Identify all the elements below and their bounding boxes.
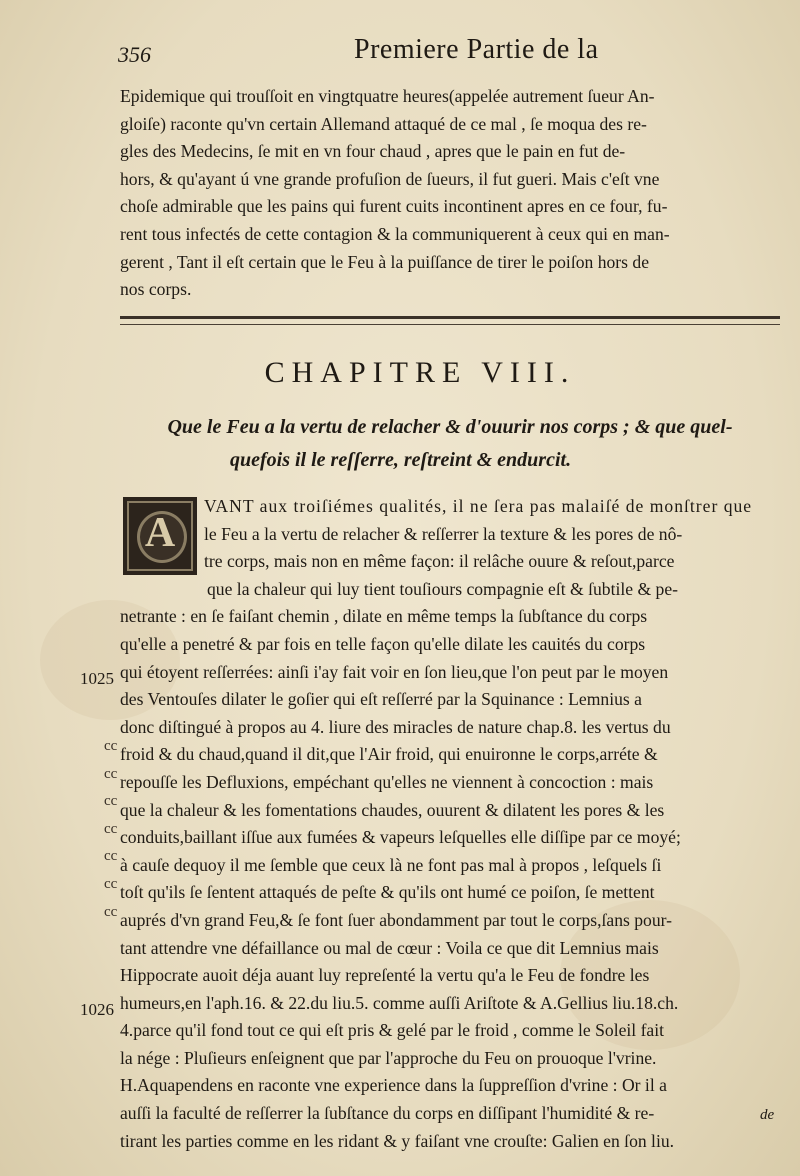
text-line: rent tous infectés de cette contagion & la communiquerent à ceux qui en man- [120, 223, 670, 244]
quote-mark: cc [104, 738, 118, 754]
body-paragraph [120, 493, 792, 1155]
text-line: repouſſe les Defluxions, empéchant qu'elles ne viennent à concoction : mais [120, 771, 654, 792]
running-title: Premiere Partie de la [354, 34, 599, 65]
chapter-subtitle [120, 411, 780, 477]
text-line: auprés d'vn grand Feu,& ſe font ſuer abondamment par tout le corps,ſans pour- [120, 909, 672, 930]
quote-mark: cc [104, 904, 118, 920]
quote-mark: cc [104, 793, 118, 809]
text-line: donc diſtingué à propos au 4. liure des miracles de nature chap.8. les vertus du [120, 716, 671, 737]
section-divider [120, 316, 780, 319]
catchword: de [760, 1107, 775, 1123]
quote-mark: cc [104, 876, 118, 892]
text-line: humeurs,en l'aph.16. & 22.du liu.5. comme auſſi Ariſtote & A.Gellius liu.18.ch. [120, 992, 679, 1013]
text-line: qui étoyent reſſerrées: ainſi i'ay fait voir en ſon lieu,que l'on peut par le moyen [120, 661, 669, 682]
text-line: le Feu a la vertu de relacher & reſſerrer la texture & les pores de nô- [204, 523, 683, 544]
quote-mark: cc [104, 766, 118, 782]
text-line: conduits,baillant iſſue aux fumées & vapeurs leſquelles elle diſſipe par ce moyé; [120, 827, 681, 848]
text-line: des Ventouſes dilater le goſier qui eſt reſſerré par la Squinance : Lemnius a [120, 689, 642, 710]
text-line: auſſi la faculté de reſſerrer la ſubſtance du corps en diſſipant l'humidité & re- [120, 1103, 655, 1124]
text-line: Epidemique qui trouſſoit en vingtquatre heures(appelée autrement ſueur An- [120, 86, 655, 106]
page-number: 356 [118, 42, 151, 67]
text-line: netrante : en ſe faiſant chemin , dilate en même temps la ſubſtance du corps [120, 606, 648, 627]
text-line: nos corps. [120, 279, 192, 300]
quote-mark: cc [104, 848, 118, 864]
text-line: gloiſe) raconte qu'vn certain Allemand attaqué de ce mal , ſe moqua des re- [120, 113, 647, 134]
text-line: Hippocrate auoit déja auant luy repreſenté la vertu qu'a le Feu de fondre les [120, 965, 650, 986]
initial-letter: A [144, 510, 176, 556]
text-line: à cauſe dequoy il me ſemble que ceux là ne font pas mal à propos , leſquels ſi [120, 854, 662, 875]
text-line: gerent , Tant il eſt certain que le Feu à la puiſſance de tirer le poiſon hors de [120, 251, 649, 272]
text-line: la nége : Pluſieurs enſeignent que par l'approche du Feu on prouoque l'vrine. [120, 1047, 657, 1068]
text-line: hors, & qu'ayant ú vne grande profuſion de ſueurs, il fut gueri. Mais c'eſt vne [120, 168, 660, 189]
margin-line-number: 1026 [80, 1000, 114, 1019]
text-line: gles des Medecins, ſe mit en vn four chaud , apres que le pain en fut de- [120, 141, 626, 162]
text-line: VANT aux troiſiémes qualités, il ne ſera pas malaiſé de monſtrer que [204, 496, 753, 516]
text-line: toſt qu'ils ſe ſentent attaqués de peſte & qu'ils ont humé ce poiſon, ſe mettent [120, 882, 655, 903]
text-line: H.Aquapendens en raconte vne experience dans la ſuppreſſion d'vrine : Or il a [120, 1075, 667, 1096]
text-line: 4.parce qu'il fond tout ce qui eſt pris & gelé par le froid , comme le Soleil fait [120, 1020, 665, 1041]
subtitle-line: Que le Feu a la vertu de relacher & d'ouurir nos corps ; & que quel- [167, 416, 733, 438]
section-divider [120, 324, 780, 325]
text-line: qu'elle a penetré & par fois en telle façon qu'elle dilate les cauités du corps [120, 633, 646, 654]
text-line: froid & du chaud,quand il dit,que l'Air froid, qui enuironne le corps,arréte & [120, 744, 658, 765]
text-line: choſe admirable que les pains qui furent cuits incontinent apres en ce four, fu- [120, 196, 668, 217]
quote-mark: cc [104, 821, 118, 837]
page-header [118, 34, 778, 74]
margin-line-number: 1025 [80, 669, 114, 688]
text-line: tre corps, mais non en même façon: il relâche ouure & reſout,parce [204, 551, 675, 572]
top-paragraph [120, 83, 792, 304]
text-line: tirant les parties comme en les ridant & y faiſant vne crouſte: Galien en ſon liu. [120, 1130, 675, 1151]
subtitle-line: quefois il le reſſerre, reſtreint & endurcit. [230, 449, 572, 471]
text-line: que la chaleur qui luy tient touſiours compagnie eſt & ſubtile & pe- [207, 578, 679, 599]
text-line: tant attendre vne défaillance ou mal de cœur : Voila ce que dit Lemnius mais [120, 937, 659, 958]
text-line: que la chaleur & les fomentations chaudes, ouurent & dilatent les pores & les [120, 799, 665, 820]
chapter-heading: CHAPITRE VIII. [264, 356, 576, 389]
